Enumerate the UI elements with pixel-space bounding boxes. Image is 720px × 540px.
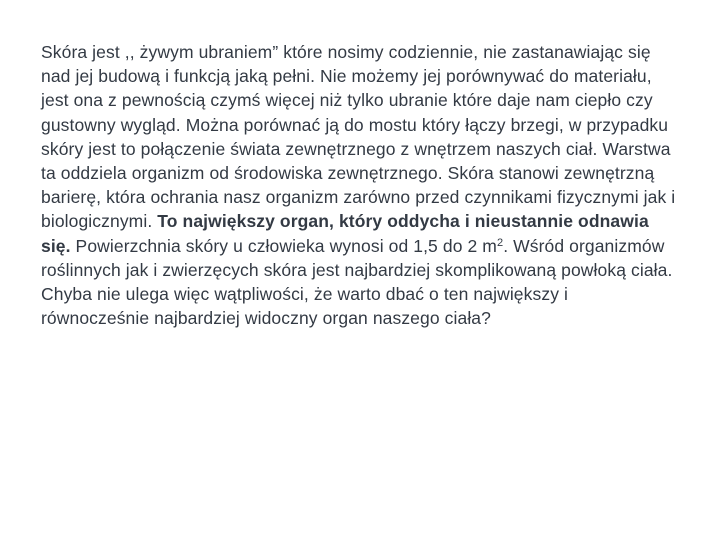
paragraph-bold-statement: To największy organ, który oddycha i nieustannie odnawia się. (41, 211, 649, 256)
paragraph-text-c: . Wśród organizmów roślinnych jak i zwierzęcych skóra jest najbardziej skomplikowaną powłoką ciała. (41, 235, 673, 280)
paragraph-main (41, 40, 681, 282)
body-text (41, 40, 681, 330)
paragraph-text-b: Powierzchnia skóry u człowieka wynosi od 1,5 do 2 m (70, 235, 497, 256)
paragraph-closing: Chyba nie ulega więc wątpliwości, że warto dbać o ten największy i równocześnie najbardziej widoczny organ naszego ciała? (41, 284, 568, 329)
superscript-exponent: 2 (496, 236, 504, 249)
paragraph-text-a: Skóra jest ,, żywym ubraniem” które nosimy codziennie, nie zastanawiając się nad jej budową i funkcją jaką pełni. Nie możemy jej porównywać do materiału, jest ona z pewnością czymś więcej niż tylko ubranie które daje nam ciepło czy gustowny wygląd. Można porównać ją do mostu który łączy brzegi, w przypadku skóry jest to połączenie świata zewnętrznego z wnętrzem naszych ciał. Warstwa ta oddziela organizm od środowiska zewnętrznego. Skóra stanowi zewnętrzną barierę, która ochrania nasz organizm zarówno przed czynnikami fizycznymi jak i biologicznymi. (41, 42, 676, 232)
